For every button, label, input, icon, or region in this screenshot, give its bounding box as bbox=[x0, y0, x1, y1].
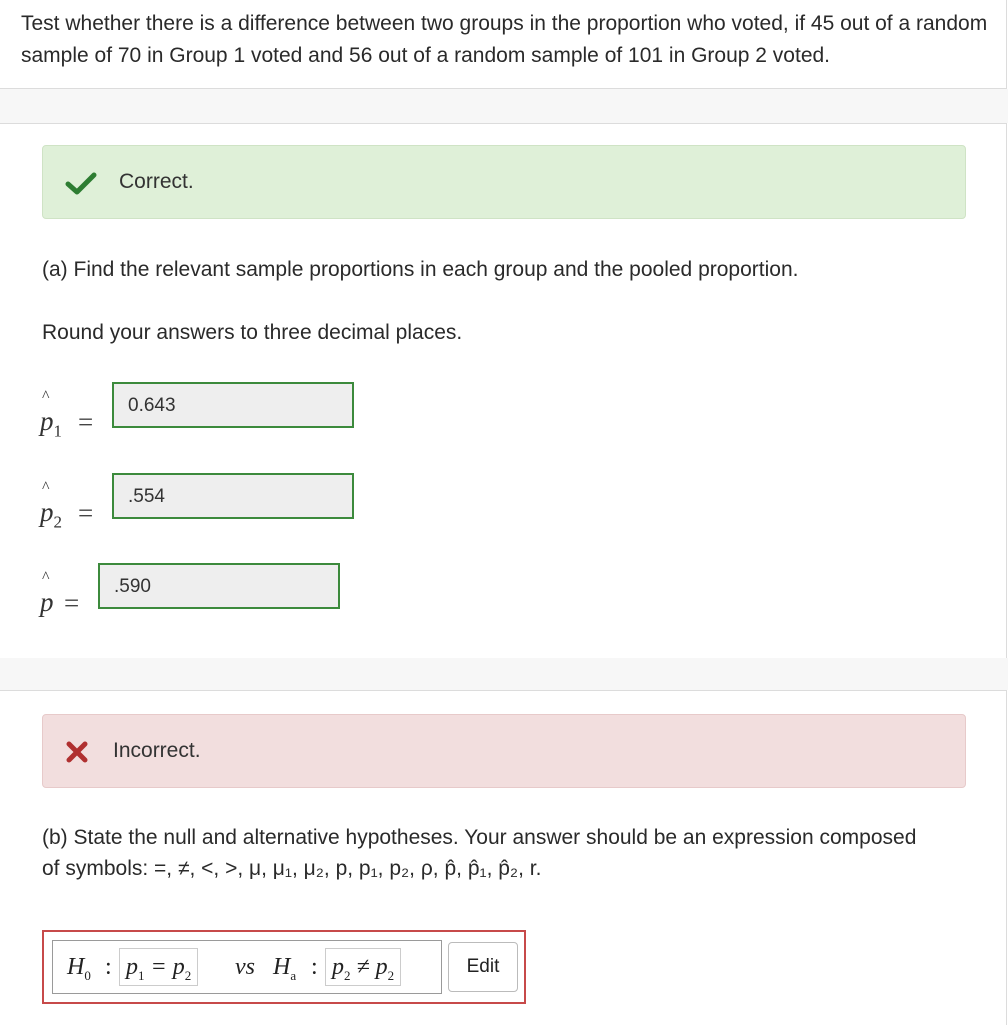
section-gap bbox=[0, 658, 1008, 690]
part-b-prompt-line2: of symbols: =, ≠, <, >, μ, μ₁, μ₂, p, p₁, p₂, ρ, p̂, p̂₁, p̂₂, r. bbox=[42, 857, 542, 880]
colon-symbol: : bbox=[311, 954, 318, 980]
edit-button[interactable]: Edit bbox=[448, 942, 518, 992]
hypothesis-answer-field[interactable] bbox=[52, 940, 442, 994]
incorrect-label: Incorrect. bbox=[113, 739, 201, 762]
part-a-card bbox=[0, 123, 1007, 659]
part-b-prompt-line1: (b) State the null and alternative hypotheses. Your answer should be an expression composed bbox=[42, 826, 917, 849]
hat-symbol: ^ bbox=[42, 479, 50, 496]
checkmark-icon bbox=[65, 172, 97, 196]
null-hypothesis-symbol: $H_0$ bbox=[67, 954, 91, 983]
equals-sign: = bbox=[78, 407, 94, 437]
equals-sign: = bbox=[64, 588, 80, 618]
equals-sign: = bbox=[78, 498, 94, 528]
correct-label: Correct. bbox=[119, 170, 194, 193]
incorrect-feedback bbox=[42, 714, 966, 788]
part-a-instruction: Round your answers to three decimal places. bbox=[42, 321, 463, 344]
hat-symbol: ^ bbox=[42, 569, 50, 586]
vs-text: vs bbox=[235, 954, 255, 980]
p-hat-2-label: ^ $p_2$ bbox=[40, 479, 62, 532]
p-hat-2-input[interactable]: .554 bbox=[112, 473, 354, 519]
hypothesis-answer-wrapper bbox=[42, 930, 526, 1004]
section-gap bbox=[0, 89, 1008, 123]
p-hat-1-label: ^ $p_1$ bbox=[40, 388, 62, 441]
p-hat-pooled-input[interactable]: .590 bbox=[98, 563, 340, 609]
cross-icon bbox=[65, 740, 89, 764]
hat-symbol: ^ bbox=[42, 388, 50, 405]
null-expression-box: $p_1 = p_2$ bbox=[119, 948, 198, 986]
question-card bbox=[0, 0, 1007, 89]
p-hat-1-input[interactable]: 0.643 bbox=[112, 382, 354, 428]
question-text: Test whether there is a difference between two groups in the proportion who voted, if 45 out of a random sample of 70 in Group 1 voted and 56 out of a random sample of 101 in Group 2 voted. bbox=[21, 12, 988, 67]
p-hat-pooled-label: ^ p bbox=[40, 569, 54, 617]
alt-expression-box: $p_2 \ne p_2$ bbox=[325, 948, 401, 986]
alt-hypothesis-symbol: $H_a$ bbox=[273, 954, 297, 983]
colon-symbol: : bbox=[105, 954, 112, 980]
correct-feedback bbox=[42, 145, 966, 219]
part-a-prompt: (a) Find the relevant sample proportions in each group and the pooled proportion. bbox=[42, 258, 799, 281]
